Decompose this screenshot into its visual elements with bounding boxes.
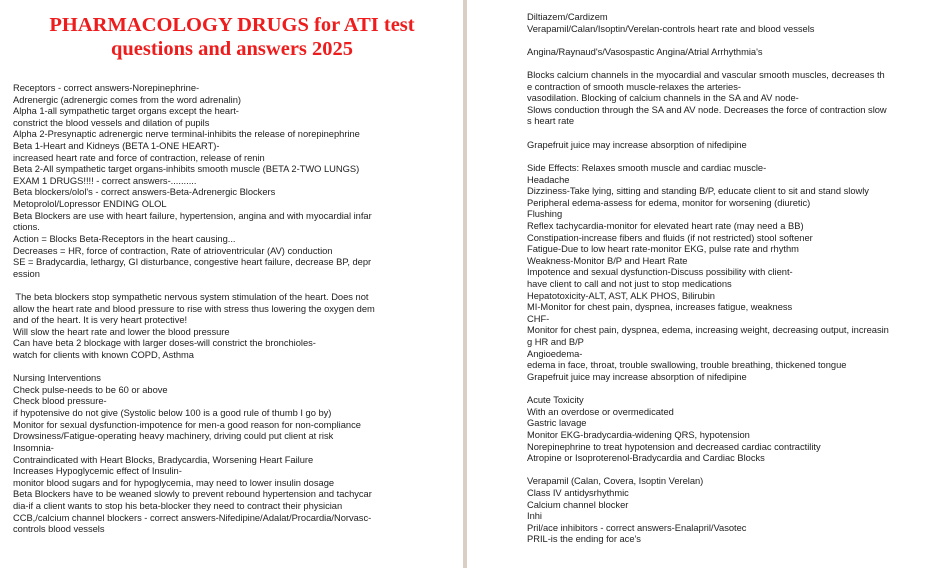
text-line: Gastric lavage: [527, 418, 587, 429]
blank-line: [13, 362, 461, 374]
text-line: ctions.: [13, 222, 40, 233]
text-line: constrict the blood vessels and dilation of pupils: [13, 117, 210, 128]
text-line: Grapefruit juice may increase absorption of nifedipine: [527, 371, 747, 382]
blank-line: [527, 384, 927, 396]
text-line: Drowsiness/Fatigue-operating heavy machinery, driving could put client at risk: [13, 431, 334, 442]
text-line: Atropine or Isoproterenol-Bradycardia and Cardiac Blocks: [527, 453, 765, 464]
blank-line: [527, 128, 927, 140]
text-line: watch for clients with known COPD, Asthma: [13, 350, 194, 361]
text-line: and of the heart. It is very heart protective!: [13, 315, 188, 326]
text-line: With an overdose or overmedicated: [527, 406, 674, 417]
blank-line: [527, 35, 927, 47]
text-line: EXAM 1 DRUGS!!!! - correct answers-..........: [13, 175, 197, 186]
text-line: CHF-: [527, 313, 550, 324]
text-line: Beta 2-All sympathetic target organs-inhibits smooth muscle (BETA 2-TWO LUNGS): [13, 164, 360, 175]
title-line-2: questions and answers 2025: [110, 38, 354, 60]
text-line: Monitor for sexual dysfunction-impotence for men-a good reason for non-compliance: [13, 419, 361, 430]
text-line: Verapamil (Calan, Covera, Isoptin Verelan): [527, 476, 704, 487]
text-line: SE = Bradycardia, lethargy, GI disturbance, congestive heart failure, decrease BP, depr: [13, 257, 372, 268]
text-line: Class IV antidysrhythmic: [527, 487, 629, 498]
text-line: Adrenergic (adrenergic comes from the word adrenalin): [13, 94, 241, 105]
text-line: have client to call and not just to stop medications: [527, 279, 732, 290]
blank-line: [13, 280, 461, 292]
text-line: monitor blood sugars and for hypoglycemia, may need to lower insulin dosage: [13, 477, 335, 488]
text-line: Can have beta 2 blockage with larger doses-will constrict the bronchioles-: [13, 338, 316, 349]
text-line: ession: [13, 268, 40, 279]
left-page: [0, 0, 463, 568]
text-line: Impotence and sexual dysfunction-Discuss possibility with client-: [527, 267, 793, 278]
text-line: Action = Blocks Beta-Receptors in the heart causing...: [13, 233, 236, 244]
text-line: if hypotensive do not give (Systolic below 100 is a good rule of thumb I go by): [13, 408, 332, 419]
text-line: Contraindicated with Heart Blocks, Bradycardia, Worsening Heart Failure: [13, 454, 314, 465]
text-line: Norepinephrine to treat hypotension and decreased cardiac contractility: [527, 441, 821, 452]
text-line: dia-if a client wants to stop his beta-blocker they need to contract their physician: [13, 500, 343, 511]
text-line: Angina/Raynaud's/Vasospastic Angina/Atrial Arrhythmia's: [527, 46, 763, 57]
text-line: PRIL-is the ending for ace's: [527, 534, 641, 545]
text-line: vasodilation. Blocking of calcium channels in the SA and AV node-: [527, 93, 799, 104]
text-line: Alpha 1-all sympathetic target organs except the heart-: [13, 106, 239, 117]
text-line: Fatigue-Due to low heart rate-monitor EKG, pulse rate and rhythm: [527, 244, 799, 255]
text-line: Headache: [527, 174, 570, 185]
text-line: s heart rate: [527, 116, 575, 127]
text-line: Weakness-Monitor B/P and Heart Rate: [527, 255, 688, 266]
text-line: Inhi: [527, 511, 542, 522]
text-line: Calcium channel blocker: [527, 499, 629, 510]
text-line: Monitor EKG-bradycardia-widening QRS, hypotension: [527, 429, 750, 440]
text-line: Dizziness-Take lying, sitting and standing B/P, educate client to sit and stand slowly: [527, 186, 869, 197]
text-line: Metoprolol/Lopressor ENDING OLOL: [13, 199, 167, 210]
text-line: allow the heart rate and blood pressure to rise with stress thus lowering the oxygen dem: [13, 303, 375, 314]
text-line: Decreases = HR, force of contraction, Rate of atrioventricular (AV) conduction: [13, 245, 333, 256]
text-line: increased heart rate and force of contraction, release of renin: [13, 152, 265, 163]
text-line: Peripheral edema-assess for edema, monitor for worsening (diuretic): [527, 197, 811, 208]
text-line: Acute Toxicity: [527, 395, 584, 406]
right-page: [467, 0, 932, 568]
text-line: Blocks calcium channels in the myocardial and vascular smooth muscles, decreases th: [527, 70, 885, 81]
text-line: Angioedema-: [527, 348, 583, 359]
text-line: Check pulse-needs to be 60 or above: [13, 384, 168, 395]
text-line: Hepatotoxicity-ALT, AST, ALK PHOS, Bilirubin: [527, 290, 715, 301]
text-line: Nursing Interventions: [13, 373, 101, 384]
text-line: Will slow the heart rate and lower the blood pressure: [13, 326, 230, 337]
blank-line: [527, 58, 927, 70]
text-line: Constipation-increase fibers and fluids (if not restricted) stool softener: [527, 232, 813, 243]
text-line: Slows conduction through the SA and AV node. Decreases the force of contraction slow: [527, 104, 887, 115]
right-column-text: [527, 12, 927, 546]
text-line: Beta Blockers are use with heart failure, hypertension, angina and with myocardial infar: [13, 210, 372, 221]
text-line: Receptors - correct answers-Norepinephrine-: [13, 83, 200, 93]
text-line: Verapamil/Calan/Isoptin/Verelan-controls heart rate and blood vessels: [527, 23, 815, 34]
document-title: [12, 13, 452, 61]
text-line: Side Effects: Relaxes smooth muscle and cardiac muscle-: [527, 162, 767, 173]
text-line: Grapefruit juice may increase absorption of nifedipine: [527, 139, 747, 150]
text-line: Reflex tachycardia-monitor for elevated heart rate (may need a BB): [527, 220, 804, 231]
text-line: Beta Blockers have to be weaned slowly to prevent rebound hypertension and tachycar: [13, 489, 372, 500]
text-line: Increases Hypoglycemic effect of Insulin-: [13, 466, 182, 477]
text-line: Insomnia-: [13, 442, 54, 453]
blank-line: [527, 151, 927, 163]
text-line: Beta blockers/olol's - correct answers-Beta-Adrenergic Blockers: [13, 187, 276, 198]
text-line: Monitor for chest pain, dyspnea, edema, increasing weight, decreasing output, increasin: [527, 325, 889, 336]
text-line: Pril/ace inhibitors - correct answers-Enalapril/Vasotec: [527, 522, 747, 533]
text-line: The beta blockers stop sympathetic nervous system stimulation of the heart. Does not: [13, 291, 369, 302]
blank-line: [527, 465, 927, 477]
text-line: MI-Monitor for chest pain, dyspnea, increases fatigue, weakness: [527, 302, 793, 313]
title-line-1: PHARMACOLOGY DRUGS for ATI test: [49, 14, 415, 36]
text-line: Diltiazem/Cardizem: [527, 12, 608, 22]
text-line: controls blood vessels: [13, 524, 105, 535]
text-line: Check blood pressure-: [13, 396, 107, 407]
left-column-text: [13, 83, 461, 536]
text-line: Beta 1-Heart and Kidneys (BETA 1-ONE HEART)-: [13, 141, 220, 152]
text-line: edema in face, throat, trouble swallowing, trouble breathing, thickened tongue: [527, 360, 847, 371]
text-line: e contraction of smooth muscle-relaxes the arteries-: [527, 81, 741, 92]
text-line: Alpha 2-Presynaptic adrenergic nerve terminal-inhibits the release of norepinephrine: [13, 129, 360, 140]
text-line: Flushing: [527, 209, 563, 220]
text-line: CCB,/calcium channel blockers - correct answers-Nifedipine/Adalat/Procardia/Norvasc-: [13, 512, 372, 523]
text-line: g HR and B/P: [527, 337, 584, 348]
